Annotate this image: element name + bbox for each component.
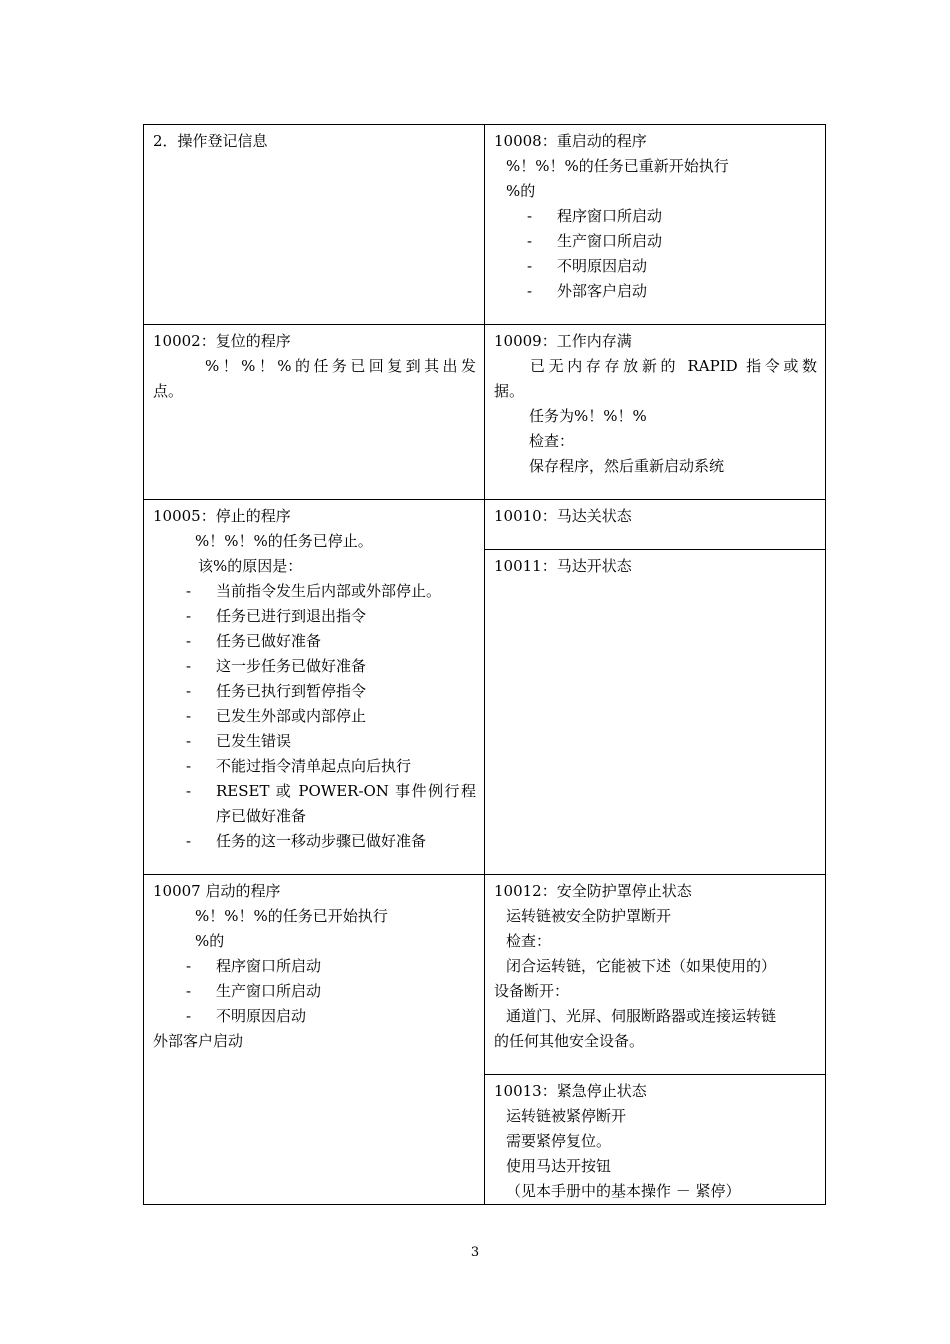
text-line: 点。	[153, 382, 184, 400]
text-line: %！%！%的任务已重新开始执行	[506, 157, 729, 175]
cell-10012	[485, 875, 826, 1075]
list-item: - RESET 或 POWER-ON 事件例行程	[186, 782, 476, 800]
text-line: 运转链被紧停断开	[506, 1107, 627, 1125]
text-line: 需要紧停复位。	[506, 1132, 612, 1150]
text-line: %的	[506, 182, 536, 200]
text-line: 检查：	[529, 432, 575, 450]
cell-title: 10009：工作内存满	[494, 332, 632, 350]
page-number: 3	[470, 1245, 480, 1260]
list-item: - 任务已进行到退出指令	[186, 607, 367, 625]
text-line: 通道门、光屏、伺服断路器或连接运转链	[506, 1007, 777, 1025]
cell-10002	[144, 325, 485, 500]
text-line: 外部客户启动	[153, 1032, 244, 1050]
cell-10005	[144, 500, 485, 875]
text-line: %！%！%的任务已回复到其出发	[205, 357, 476, 375]
list-item: - 生产窗口所启动	[186, 982, 322, 1000]
text-line: （见本手册中的基本操作 － 紧停）	[506, 1182, 741, 1200]
cell-10013	[485, 1075, 826, 1205]
cell-10009	[485, 325, 826, 500]
text-line: 闭合运转链，它能被下述（如果使用的）	[506, 957, 777, 975]
text-line: 据。	[494, 382, 525, 400]
text-line: 检查：	[506, 932, 552, 950]
list-item: - 已发生错误	[186, 732, 292, 750]
cell-title: 10008：重启动的程序	[494, 132, 647, 150]
text-line: 的任何其他安全设备。	[494, 1032, 645, 1050]
cell-10011	[485, 550, 826, 875]
list-item: - 程序窗口所启动	[527, 207, 663, 225]
cell-10008	[485, 125, 826, 325]
cell-title: 10002：复位的程序	[153, 332, 291, 350]
list-item: - 生产窗口所启动	[527, 232, 663, 250]
cell-title: 10013：紧急停止状态	[494, 1082, 647, 1100]
text-line: 该%的原因是：	[198, 557, 303, 575]
list-item: - 任务的这一移动步骤已做好准备	[186, 832, 427, 850]
cell-title: 10010：马达关状态	[494, 507, 632, 525]
list-item: - 这一步任务已做好准备	[186, 657, 367, 675]
list-item: - 不明原因启动	[186, 1007, 307, 1025]
list-item: - 不明原因启动	[527, 257, 648, 275]
text-line: 使用马达开按钮	[506, 1157, 612, 1175]
list-item: - 任务已执行到暂停指令	[186, 682, 367, 700]
cell-title: 10007 启动的程序	[153, 882, 281, 900]
text-line: 已无内存存放新的 RAPID 指令或数	[530, 357, 817, 375]
list-item: - 当前指令发生后内部或外部停止。	[186, 582, 442, 600]
cell-title: 10005：停止的程序	[153, 507, 291, 525]
text-line: %！%！%的任务已停止。	[195, 532, 373, 550]
list-item: - 任务已做好准备	[186, 632, 322, 650]
cell-10010	[485, 500, 826, 550]
cell-operation-log	[144, 125, 485, 325]
text-line: 保存程序，然后重新启动系统	[529, 457, 725, 475]
cell-10007	[144, 875, 485, 1205]
list-item: - 已发生外部或内部停止	[186, 707, 367, 725]
cell-title: 2．操作登记信息	[153, 132, 268, 150]
text-line: 运转链被安全防护罩断开	[506, 907, 672, 925]
text-line: 设备断开：	[494, 982, 570, 1000]
text-line: 任务为%！%！%	[529, 407, 647, 425]
list-item: - 程序窗口所启动	[186, 957, 322, 975]
list-item-continuation: 序已做好准备	[216, 807, 307, 825]
cell-title: 10011：马达开状态	[494, 557, 632, 575]
text-line: %！%！%的任务已开始执行	[195, 907, 388, 925]
list-item: - 不能过指令清单起点向后执行	[186, 757, 412, 775]
text-line: %的	[195, 932, 225, 950]
message-table	[143, 124, 826, 1205]
cell-title: 10012：安全防护罩停止状态	[494, 882, 692, 900]
list-item: - 外部客户启动	[527, 282, 648, 300]
